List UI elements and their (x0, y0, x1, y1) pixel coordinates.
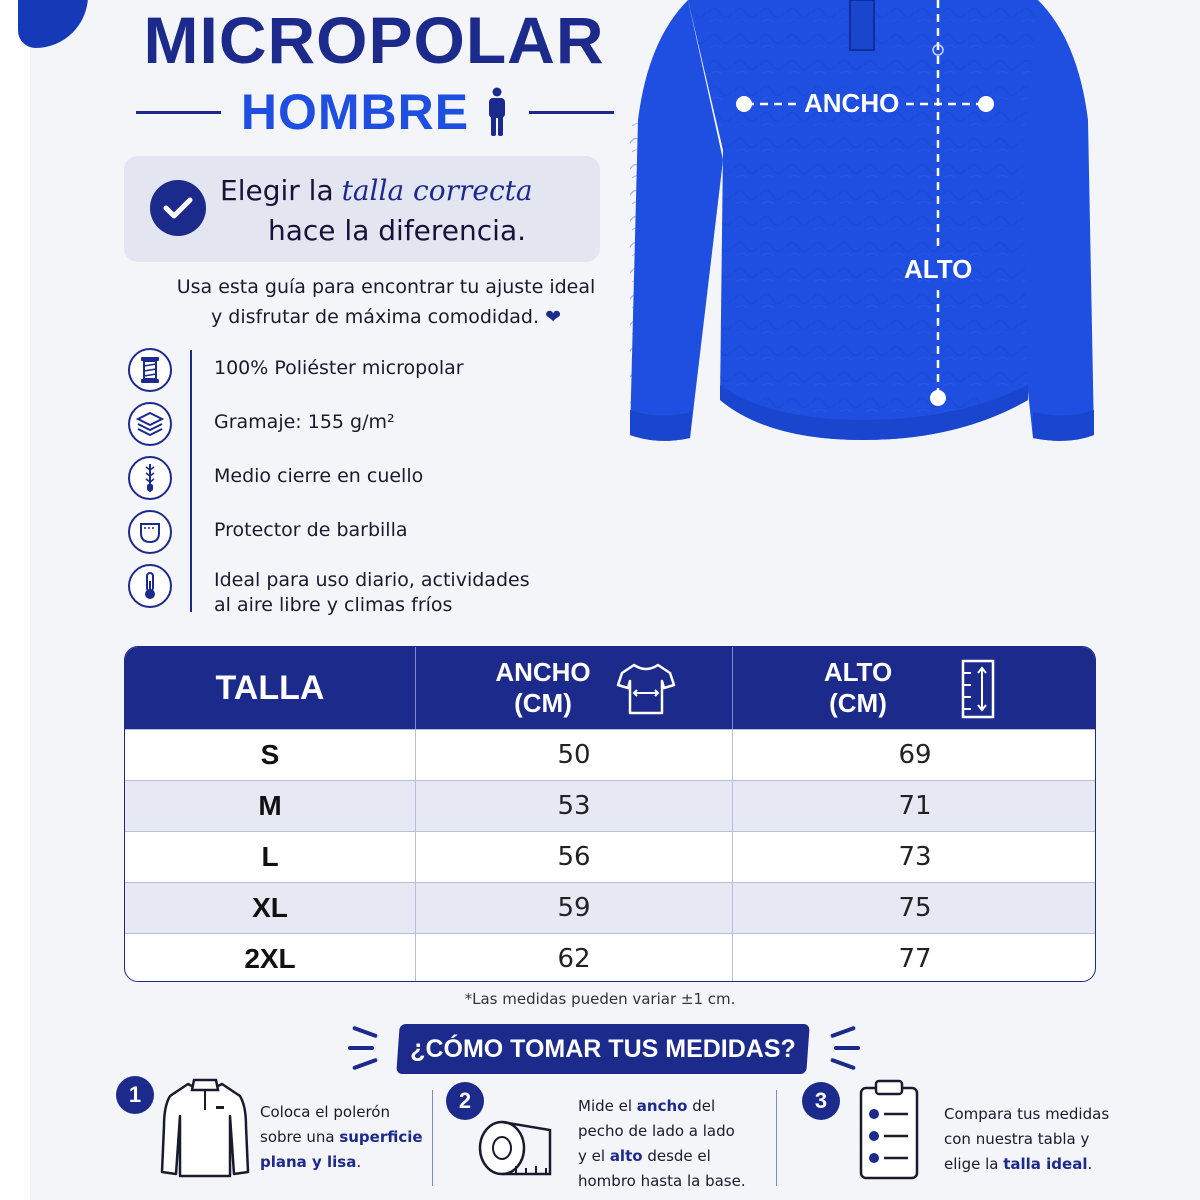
cell-width: 62 (557, 944, 591, 974)
step-3-text-part: . (1087, 1155, 1093, 1173)
cell-size: 2XL (244, 943, 296, 974)
cell-height: 71 (898, 791, 932, 821)
column-divider (732, 729, 733, 982)
cell-size: M (258, 790, 282, 821)
feature-item (128, 456, 668, 504)
step-1-line-1: Coloca el polerón (260, 1103, 390, 1121)
column-divider (415, 729, 416, 982)
subtitle-line-right (529, 111, 614, 114)
header-width-label (478, 657, 608, 719)
feature-text: Medio cierre en cuello (214, 465, 424, 487)
corner-decoration (18, 0, 88, 48)
step-1-line-2 (260, 1125, 423, 1150)
thread-spool-icon (128, 348, 172, 392)
size-callout (124, 156, 600, 262)
header-height-label (793, 657, 923, 719)
clipboard-checklist-icon (858, 1078, 920, 1180)
step-3-highlight: talla ideal (1003, 1155, 1088, 1173)
feature-text: Gramaje: 155 g/m² (214, 411, 395, 433)
step-divider (432, 1090, 433, 1186)
page-subtitle: HOMBRE (240, 84, 470, 140)
step-2-line-4: hombro hasta la base. (578, 1172, 746, 1190)
step-1-highlight: plana y lisa (260, 1153, 357, 1171)
cell-width: 50 (557, 740, 591, 770)
guide-text (124, 272, 648, 332)
step-2-number: 2 (446, 1082, 484, 1120)
table-row (125, 780, 1095, 831)
feature-item (128, 402, 668, 450)
guide-line-2-text: y disfrutar de máxima comodidad. (211, 306, 540, 328)
feature-text: 100% Poliéster micropolar (214, 357, 464, 379)
step-2-highlight: ancho (636, 1097, 688, 1115)
step-3-line-1: Compara tus medidas (944, 1105, 1110, 1123)
width-label: ANCHO (804, 88, 900, 118)
banner-accent (830, 1026, 856, 1039)
feature-text: Ideal para uso diario, actividades al aire libre y climas fríos (214, 569, 530, 616)
ruler-height-icon (959, 659, 999, 719)
header-height-l1: ALTO (823, 657, 893, 687)
feature-item (128, 348, 668, 396)
step-2-text-part: desde el (642, 1147, 711, 1165)
cell-width: 56 (557, 842, 591, 872)
cell-height: 73 (898, 842, 932, 872)
header-width (416, 647, 732, 729)
table-row (125, 831, 1095, 882)
height-label: ALTO (904, 254, 973, 284)
chin-guard-icon (128, 510, 172, 554)
header-size: TALLA (215, 668, 325, 707)
guide-line-1: Usa esta guía para encontrar tu ajuste ideal (176, 276, 596, 298)
feature-text: Protector de barbilla (214, 519, 408, 541)
checkmark-icon (150, 180, 206, 236)
header-width-l1: ANCHO (495, 657, 591, 687)
sweater-drawing (628, 0, 1098, 450)
heart-icon: ❤ (545, 306, 561, 328)
guide-line-2 (124, 302, 648, 332)
step-2-line-3 (578, 1144, 746, 1169)
step-2-text (578, 1094, 746, 1194)
step-3-number: 3 (802, 1082, 840, 1120)
callout-line-1 (220, 174, 533, 207)
sweater-outline-icon (158, 1076, 252, 1180)
tshirt-width-icon (616, 661, 676, 717)
step-3-line-2: con nuestra tabla y (944, 1130, 1090, 1148)
fabric-layers-icon (128, 402, 172, 446)
feature-item (128, 510, 668, 558)
header-height-l2: (CM) (829, 688, 887, 718)
subtitle-row (136, 82, 614, 142)
banner-accent (348, 1046, 374, 1050)
left-margin-strip (0, 0, 30, 1200)
measuring-tape-icon (476, 1116, 554, 1180)
step-3-text-part: elige la (944, 1155, 1004, 1173)
man-icon (485, 87, 509, 137)
cell-size: S (260, 739, 280, 770)
feature-item (128, 564, 668, 620)
step-2-text-part: y el (578, 1147, 610, 1165)
measurement-note: *Las medidas pueden variar ±1 cm. (464, 990, 736, 1008)
callout-line-2: hace la diferencia. (268, 214, 527, 247)
header-width-l2: (CM) (514, 688, 572, 718)
step-2-text-part: Mide el (578, 1097, 637, 1115)
cell-width: 59 (557, 893, 591, 923)
banner-accent (352, 1058, 378, 1071)
cell-height: 77 (898, 944, 932, 974)
step-1-highlight: superficie (339, 1128, 423, 1146)
step-1-text-part: sobre una (260, 1128, 340, 1146)
zipper-icon (128, 456, 172, 500)
step-2-line-2: pecho de lado a lado (578, 1122, 735, 1140)
cell-width: 53 (557, 791, 591, 821)
step-1-text-part: . (356, 1153, 362, 1171)
size-table (124, 646, 1096, 982)
table-row (125, 933, 1095, 982)
callout-emphasis: talla correcta (341, 174, 533, 207)
banner-accent (834, 1046, 860, 1050)
subtitle-line-left (136, 111, 221, 114)
table-header (125, 647, 1095, 729)
step-3-text (944, 1102, 1109, 1177)
banner-accent (352, 1026, 378, 1039)
banner-accent (830, 1058, 856, 1071)
page-title: MICROPOLAR (143, 3, 605, 77)
cell-height: 75 (898, 893, 932, 923)
cell-size: XL (252, 892, 288, 923)
callout-prefix: Elegir la (220, 174, 334, 207)
step-1-line-3 (260, 1150, 423, 1175)
cell-height: 69 (898, 740, 932, 770)
cell-size: L (261, 841, 279, 872)
step-2-highlight: alto (609, 1147, 643, 1165)
step-1-text (260, 1100, 423, 1175)
step-divider (776, 1090, 777, 1186)
step-2-line-1 (578, 1094, 746, 1119)
thermometer-icon (128, 564, 172, 608)
step-2-text-part: del (687, 1097, 716, 1115)
step-1-number: 1 (116, 1076, 154, 1114)
table-row (125, 729, 1095, 780)
howto-title: ¿CÓMO TOMAR TUS MEDIDAS? (410, 1034, 796, 1063)
header-height (733, 647, 1096, 729)
step-3-line-3 (944, 1152, 1109, 1177)
table-row (125, 882, 1095, 933)
fleece-sweater-image (628, 0, 1098, 450)
